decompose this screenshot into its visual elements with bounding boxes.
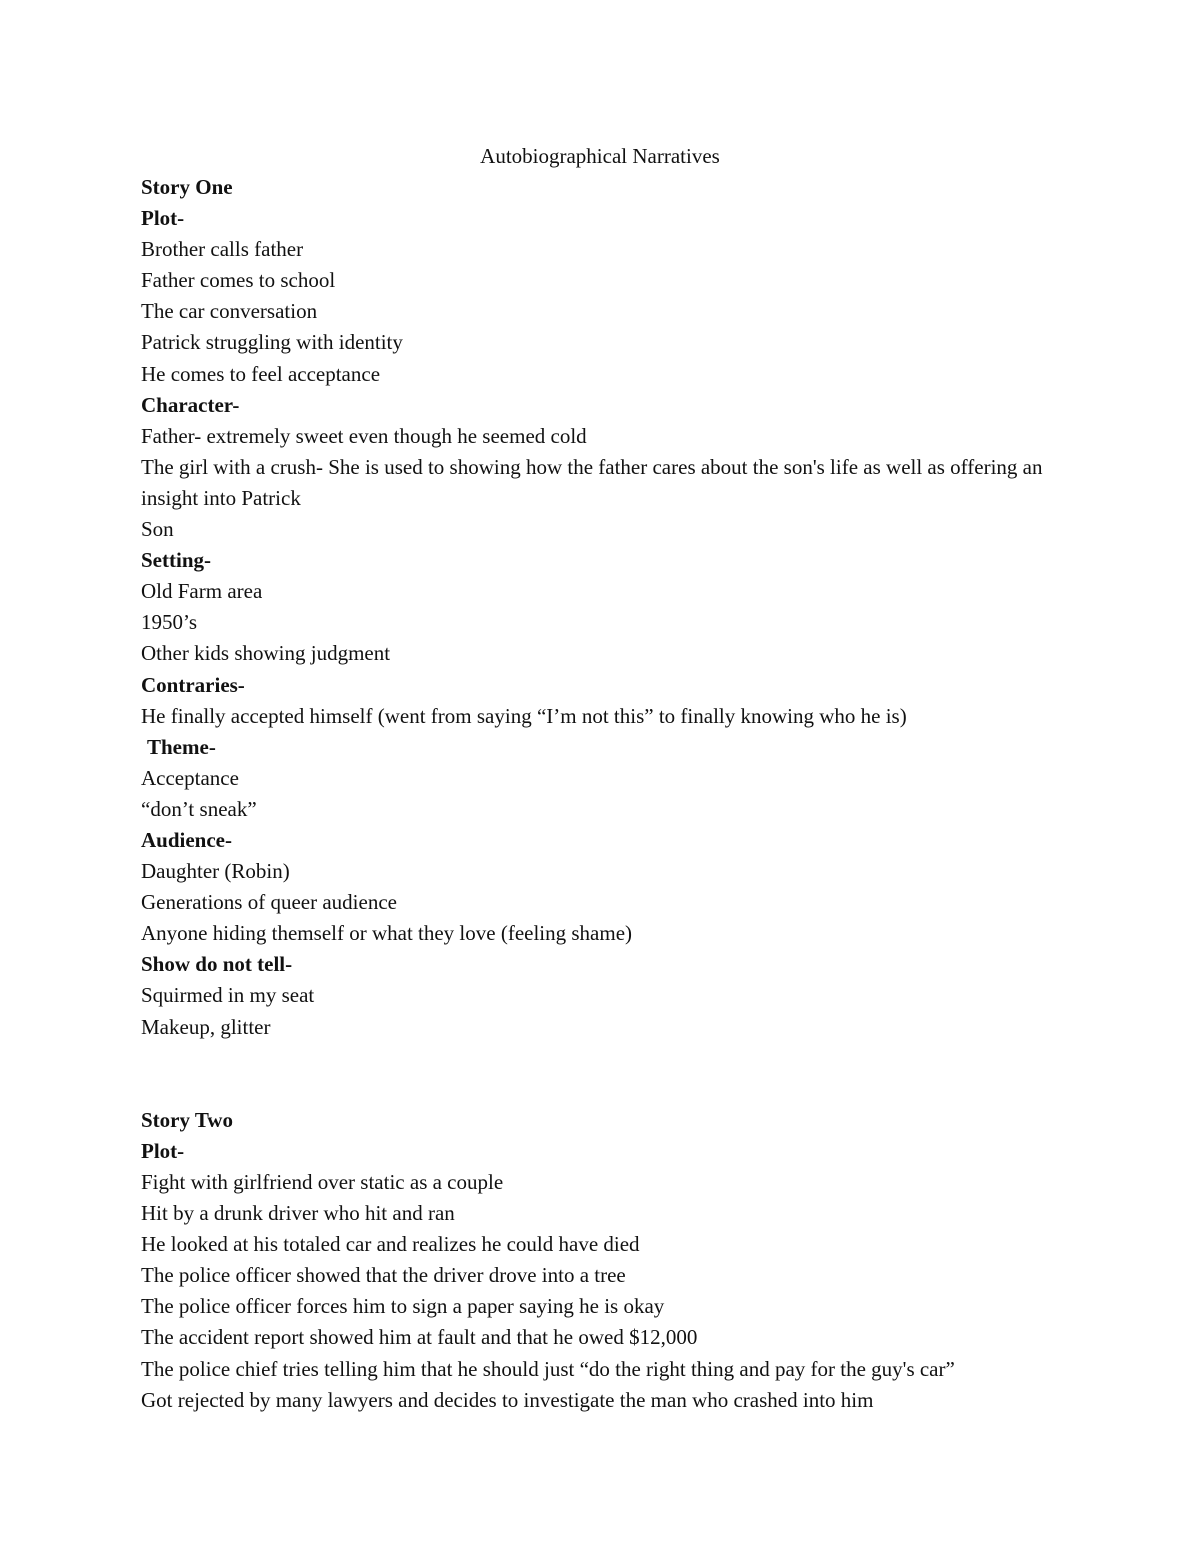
story-one-setting-item: Other kids showing judgment [141,641,391,666]
story-one-heading: Story One [141,175,233,199]
story-one-contraries-label: Contraries- [141,672,245,697]
story-two-plot-item: Hit by a drunk driver who hit and ran [141,1201,455,1226]
story-one-character-item: The girl with a crush- She is used to showing how the father cares about the son's life as well as offering an insight into Patrick [141,454,1043,510]
story-one-plot-item: Patrick struggling with identity [141,330,403,355]
story-one-theme-label: Theme- [147,734,216,759]
document-body [141,172,1061,1416]
story-two-plot-item: The police officer showed that the driver drove into a tree [141,1263,626,1288]
story-one-audience-item: Daughter (Robin) [141,859,290,884]
spacer [141,1043,1061,1074]
story-one-plot-label: Plot- [141,206,185,231]
story-two-plot-item: Fight with girlfriend over static as a couple [141,1170,504,1194]
document-title: Autobiographical Narratives [480,144,720,168]
story-one-theme-item: Acceptance [141,765,239,790]
story-two-plot-item: The police officer forces him to sign a paper saying he is okay [141,1294,665,1319]
story-one-setting-label: Setting- [141,548,211,573]
story-two-plot-label: Plot- [141,1138,185,1163]
story-one-character-item: Father- extremely sweet even though he seemed cold [141,423,587,448]
spacer [141,1074,1061,1105]
story-one-show-item: Makeup, glitter [141,1014,271,1039]
story-two-plot-item: The police chief tries telling him that he should just “do the right thing and pay for the guy's car” [141,1356,955,1381]
story-one-character-item: Son [141,517,174,542]
story-one-setting-item: 1950’s [141,610,198,635]
story-two-plot-item: Got rejected by many lawyers and decides to investigate the man who crashed into him [141,1387,874,1412]
story-one-plot-item: Father comes to school [141,268,336,293]
story-one-show-item: Squirmed in my seat [141,983,315,1008]
story-two-heading: Story Two [141,1107,233,1132]
story-one-plot-item: The car conversation [141,299,318,324]
story-two-plot-item: The accident report showed him at fault and that he owed $12,000 [141,1325,698,1350]
story-one-character-label: Character- [141,392,240,417]
story-one-show-label: Show do not tell- [141,952,293,977]
story-one-plot-item: Brother calls father [141,237,304,262]
story-one-audience-item: Generations of queer audience [141,890,397,915]
story-one-plot-item: He comes to feel acceptance [141,361,381,386]
story-one-theme-item: “don’t sneak” [141,796,257,821]
story-one-audience-label: Audience- [141,827,232,852]
story-one-audience-item: Anyone hiding themself or what they love (feeling shame) [141,921,633,946]
story-one-setting-item: Old Farm area [141,579,263,604]
story-two-plot-item: He looked at his totaled car and realizes he could have died [141,1232,640,1257]
story-one-contraries-item: He finally accepted himself (went from saying “I’m not this” to finally knowing who he is) [141,703,907,728]
